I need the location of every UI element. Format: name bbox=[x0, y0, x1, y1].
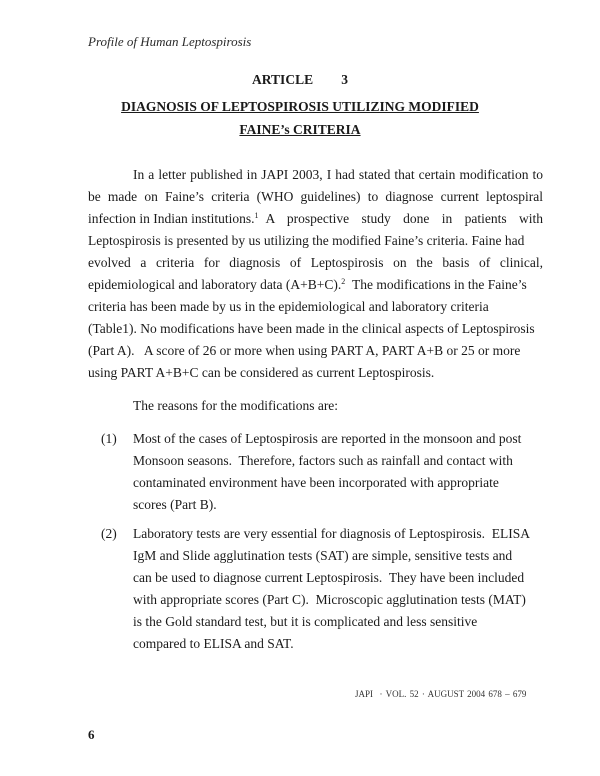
paragraph-line: (Table1). No modifications have been made in the clinical aspects of Leptospirosis bbox=[88, 321, 535, 336]
title-text: FAINE’s CRITERIA bbox=[239, 122, 361, 137]
article-number: ARTICLE 3 bbox=[252, 72, 348, 87]
paragraph-line-part: A prospective study done in patients with bbox=[265, 211, 543, 226]
list-line: is the Gold standard test, but it is complicated and less sensitive bbox=[133, 614, 478, 629]
title-text: DIAGNOSIS OF LEPTOSPIROSIS UTILIZING MODIFIED bbox=[121, 99, 479, 114]
list-item-body bbox=[133, 428, 548, 516]
list-line: IgM and Slide agglutination tests (SAT) are simple, sensitive tests and bbox=[133, 548, 513, 563]
intro-paragraph bbox=[88, 164, 543, 384]
paragraph-line: Leptospirosis is presented by us utilizing the modified Faine’s criteria. Faine had bbox=[88, 233, 525, 248]
list-number: (2) bbox=[101, 526, 117, 541]
list-line: can be used to diagnose current Leptospirosis. They have been included bbox=[133, 570, 525, 585]
paragraph-line: evolved a criteria for diagnosis of Leptospirosis on the basis of clinical, bbox=[88, 255, 543, 270]
paragraph-line-part: infection in Indian institutions.$^1$ bbox=[88, 211, 259, 226]
footnote-ref: 1 bbox=[254, 211, 259, 220]
list-number: (1) bbox=[101, 431, 117, 446]
list-line: Monsoon seasons. Therefore, factors such as rainfall and contact with bbox=[133, 453, 513, 468]
paragraph-line: epidemiological and laboratory data (A+B+C).$^2$ The modifications in the Faine’s bbox=[88, 277, 527, 292]
list-line: scores (Part B). bbox=[133, 497, 217, 512]
list-line: compared to ELISA and SAT. bbox=[133, 636, 294, 651]
reasons-intro: The reasons for the modifications are: bbox=[133, 398, 339, 413]
paragraph-line: In a letter published in JAPI 2003, I had stated that certain modification to bbox=[133, 167, 543, 182]
paragraph-line: criteria has been made by us in the epidemiological and laboratory criteria bbox=[88, 299, 489, 314]
page-number: 6 bbox=[88, 727, 95, 742]
list-line: Laboratory tests are very essential for diagnosis of Leptospirosis. ELISA bbox=[133, 526, 531, 541]
running-header: Profile of Human Leptospirosis bbox=[88, 34, 252, 49]
paragraph-line: using PART A+B+C can be considered as current Leptospirosis. bbox=[88, 365, 435, 380]
article-title-line-1 bbox=[0, 99, 600, 115]
list-line: contaminated environment have been incorporated with appropriate bbox=[133, 475, 499, 490]
paragraph-line: (Part A). A score of 26 or more when using PART A, PART A+B or 25 or more bbox=[88, 343, 521, 358]
paragraph-line bbox=[88, 208, 543, 230]
article-title-line-2 bbox=[0, 122, 600, 138]
footnote-ref: 2 bbox=[341, 277, 346, 286]
paragraph-line: be made on Faine’s criteria (WHO guidelines) to diagnose current leptospiral bbox=[88, 189, 543, 204]
list-line: Most of the cases of Leptospirosis are reported in the monsoon and post bbox=[133, 431, 522, 446]
list-line: with appropriate scores (Part C). Microscopic agglutination tests (MAT) bbox=[133, 592, 526, 607]
list-item-body bbox=[133, 523, 548, 655]
footer-citation: JAPI · VOL. 52 · AUGUST 2004 678 – 679 bbox=[355, 689, 527, 699]
